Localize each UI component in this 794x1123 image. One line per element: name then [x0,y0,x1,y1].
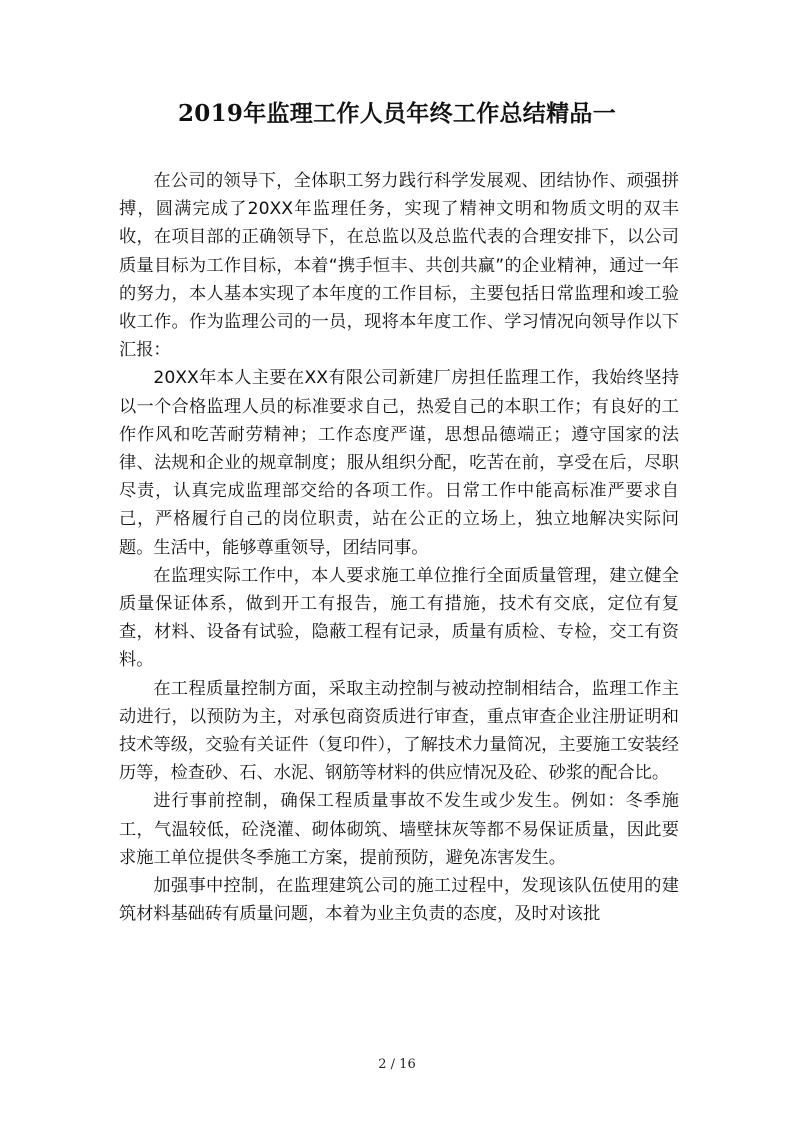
page-number: 2 / 16 [378,1057,416,1072]
document-body [119,167,679,928]
body-paragraph: 加强事中控制，在监理建筑公司的施工过程中，发现该队伍使用的建筑材料基础砖有质量问题，本着为业主负责的态度，及时对该批 [119,876,679,925]
body-paragraph: 在工程质量控制方面，采取主动控制与被动控制相结合，监理工作主动进行，以预防为主，对承包商资质进行审查，重点审查企业注册证明和技术等级，交验有关证件（复印件），了解技术力量简况，主要施工安装经历等，检查砂、石、水泥、钢筋等材料的供应情况及砼、砂浆的配合比。 [119,678,679,784]
body-paragraph: 进行事前控制，确保工程质量事故不发生或少发生。例如：冬季施工，气温较低，砼浇灌、砌体砌筑、墙壁抹灰等都不易保证质量，因此要求施工单位提供冬季施工方案，提前预防，避免冻害发生。 [119,791,679,868]
body-paragraph: 20XX年本人主要在XX有限公司新建厂房担任监理工作，我始终坚持以一个合格监理人员的标准要求自己，热爱自己的本职工作；有良好的工作作风和吃苦耐劳精神；工作态度严谨，思想品德端正；遵守国家的法律、法规和企业的规章制度；服从组织分配，吃苦在前，享受在后，尽职尽责，认真完成监理部交给的各项工作。日常工作中能高标准严要求自己，严格履行自己的岗位职责，站在公正的立场上，独立地解决实际问题。生活中，能够尊重领导，团结同事。 [119,368,679,558]
document-title: 2019年监理工作人员年终工作总结精品一 [177,100,616,127]
body-paragraph: 在监理实际工作中，本人要求施工单位推行全面质量管理，建立健全质量保证体系，做到开工有报告，施工有措施，技术有交底，定位有复查，材料、设备有试验，隐蔽工程有记录，质量有质检、专检，交工有资料。 [119,565,679,671]
body-paragraph: 在公司的领导下，全体职工努力践行科学发展观、团结协作、顽强拼搏，圆满完成了20XX年监理任务，实现了精神文明和物质文明的双丰收，在项目部的正确领导下，在总监以及总监代表的合理安排下，以公司质量目标为工作目标，本着“携手恒丰、共创共赢”的企业精神，通过一年的努力，本人基本实现了本年度的工作目标，主要包括日常监理和竣工验收工作。作为监理公司的一员，现将本年度工作、学习情况向领导作以下汇报： [119,171,679,361]
